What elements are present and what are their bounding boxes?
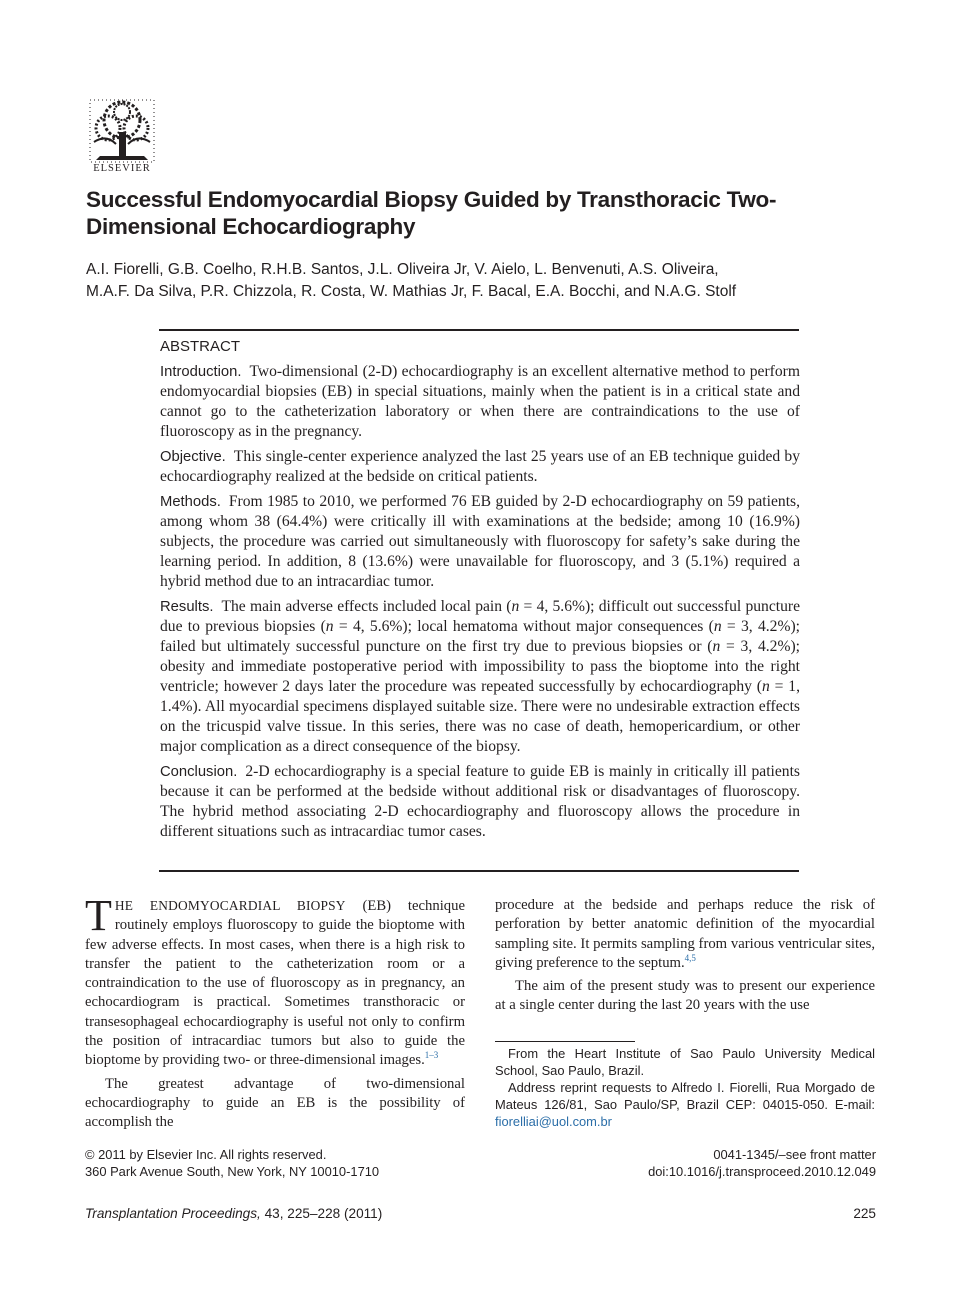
italic-n: n <box>325 618 334 635</box>
drop-cap: T <box>85 891 112 940</box>
body-column-right <box>495 896 875 1016</box>
abstract-bottom-rule <box>159 870 799 872</box>
section-label: Introduction. <box>160 364 242 380</box>
body-paragraph <box>85 891 465 1071</box>
abstract-objective <box>160 447 800 487</box>
section-label: Results. <box>160 599 214 615</box>
abstract-methods <box>160 492 800 592</box>
journal-citation <box>85 1206 585 1221</box>
page-number: 225 <box>853 1206 876 1221</box>
author-line: A.I. Fiorelli, G.B. Coelho, R.H.B. Santos, J.L. Oliveira Jr, V. Aielo, L. Benvenuti, A.S. Oliveira, <box>86 261 719 278</box>
section-label: Methods. <box>160 494 221 510</box>
issn-block <box>560 1146 876 1180</box>
correspondence-note <box>495 1079 875 1130</box>
italic-n: n <box>511 598 520 615</box>
abstract <box>160 336 800 847</box>
email-link[interactable]: fiorelliai@uol.com.br <box>495 1114 612 1129</box>
journal-name: Transplantation Proceedings, <box>85 1206 261 1221</box>
abstract-introduction <box>160 362 800 442</box>
section-text: = 1, 1.4%). All myocardial specimens displayed suitable size. There were no undesirable extraction effects on the tricuspid valve tissue. In this series, there was no case of death, hemopericardium, or other major complication as a direct consequence of the biopsy. <box>160 678 800 755</box>
elsevier-tree-icon <box>86 98 158 164</box>
publisher-address: 360 Park Avenue South, New York, NY 10010-1710 <box>85 1164 380 1179</box>
lead-smallcaps: HE ENDOMYOCARDIAL BIOPSY <box>114 898 346 913</box>
section-text: The main adverse effects included local pain ( <box>221 598 512 615</box>
author-line: M.A.F. Da Silva, P.R. Chizzola, R. Costa, W. Mathias Jr, F. Bacal, E.A. Bocchi, and N.A.G. Stolf <box>86 283 737 300</box>
issn: 0041-1345/–see front matter <box>713 1147 876 1162</box>
section-text: = 4, 5.6%); difficult out successful puncture due to previous biopsies ( <box>160 598 800 635</box>
section-text: = 3, 4.2%); failed but ultimately successful puncture on the first try due to previous biopsies or ( <box>160 618 800 655</box>
paragraph-text: procedure at the bedside and perhaps reduce the risk of perforation by better anatomic definition of the myocardial sampling site. It permits sampling from various ventricular sites, giving preference to the septum. <box>495 897 875 971</box>
section-text: This single-center experience analyzed the last 25 years use of an EB technique guided by echocardiography realized at the bedside on critical patients. <box>160 448 800 485</box>
italic-n: n <box>762 678 770 695</box>
footnote-rule <box>495 1041 635 1042</box>
italic-n: n <box>713 618 722 635</box>
section-text: From 1985 to 2010, we performed 76 EB guided by 2-D echocardiography on 59 patients, among whom 38 (64.4%) were critically ill with examinations at the bedside; among 10 (16.9%) subjects, the procedure was carried out simultaneously with fluoroscopy for safety’s sake during the learning period. In addition, 8 (13.6%) were unavailable for fluoroscopy, and 3 (5.1%) required a hybrid method due to an intracardiac tumor. <box>160 493 800 590</box>
copyright-block <box>85 1146 505 1180</box>
address-text: Address reprint requests to Alfredo I. Fiorelli, Rua Morgado de Mateus 126/81, Sao Paulo/SP, Brazil CEP: 04015-050. E-mail: <box>495 1080 875 1112</box>
italic-n: n <box>712 638 721 655</box>
section-label: Conclusion. <box>160 764 238 780</box>
author-list <box>86 259 826 303</box>
section-text: = 4, 5.6%); local hematoma without major consequences ( <box>333 618 714 635</box>
abstract-top-rule <box>159 329 799 331</box>
copyright-notice: © 2011 by Elsevier Inc. All rights reserved. <box>85 1147 327 1162</box>
body-paragraph: The aim of the present study was to present our experience at a single center during the last 20 years with the use <box>495 978 875 1014</box>
section-text: Two-dimensional (2-D) echocardiography is an excellent alternative method to perform endomyocardial biopsies (EB) in special situations, mainly when the patient is in a critical state and cannot go to the catheterization laboratory or when there are contraindications to the use of fluoroscopy as in the pregnancy. <box>160 363 800 440</box>
paragraph-text: (EB) technique routinely employs fluoroscopy to guide the bioptome with few adverse effects. In most cases, when there is a high risk to transfer the patient to the catheterization room or a contraindication to the use of fluoroscopy as in pregnancy, an echocardiogram is practical. Sometimes transthoracic or transesophageal echocardiography is useful not only to confirm the position of intracardiac tumors but also to guide the bioptome by providing two- or three-dimensional images. <box>85 898 465 1069</box>
reference-link[interactable]: 4,5 <box>684 952 696 963</box>
body-column-left <box>85 891 465 1133</box>
section-text: = 3, 4.2%); obesity and immediate postoperative period with impossibility to pass the bioptome into the right ventricle; however 2 days later the procedure was repeated successfully by echocardiography ( <box>160 638 800 695</box>
section-label: Objective. <box>160 449 226 465</box>
abstract-heading: ABSTRACT <box>160 338 241 355</box>
abstract-conclusion <box>160 762 800 842</box>
journal-volume: 43, 225–228 (2011) <box>260 1206 383 1221</box>
footnote <box>495 1045 875 1130</box>
body-paragraph: The greatest advantage of two-dimensional echocardiography to guide an EB is the possibility of accomplish the <box>85 1075 465 1131</box>
elsevier-wordmark: ELSEVIER <box>93 163 151 174</box>
section-text: 2-D echocardiography is a special feature to guide EB is mainly in critically ill patients because it can be performed at the bedside without additional risk or disadvantages of fluoroscopy. The hybrid method associating 2-D echocardiography and fluoroscopy allows the procedure in different situations such as intracardiac tumor cases. <box>160 763 800 840</box>
body-paragraph <box>495 896 875 973</box>
reference-link[interactable]: 1–3 <box>424 1050 439 1061</box>
article-title: Successful Endomyocardial Biopsy Guided by Transthoracic Two-Dimensional Echocardiography <box>86 187 777 239</box>
abstract-results <box>160 597 800 757</box>
doi: doi:10.1016/j.transproceed.2010.12.049 <box>648 1164 876 1179</box>
affiliation-note: From the Heart Institute of Sao Paulo University Medical School, Sao Paulo, Brazil. <box>495 1046 875 1078</box>
